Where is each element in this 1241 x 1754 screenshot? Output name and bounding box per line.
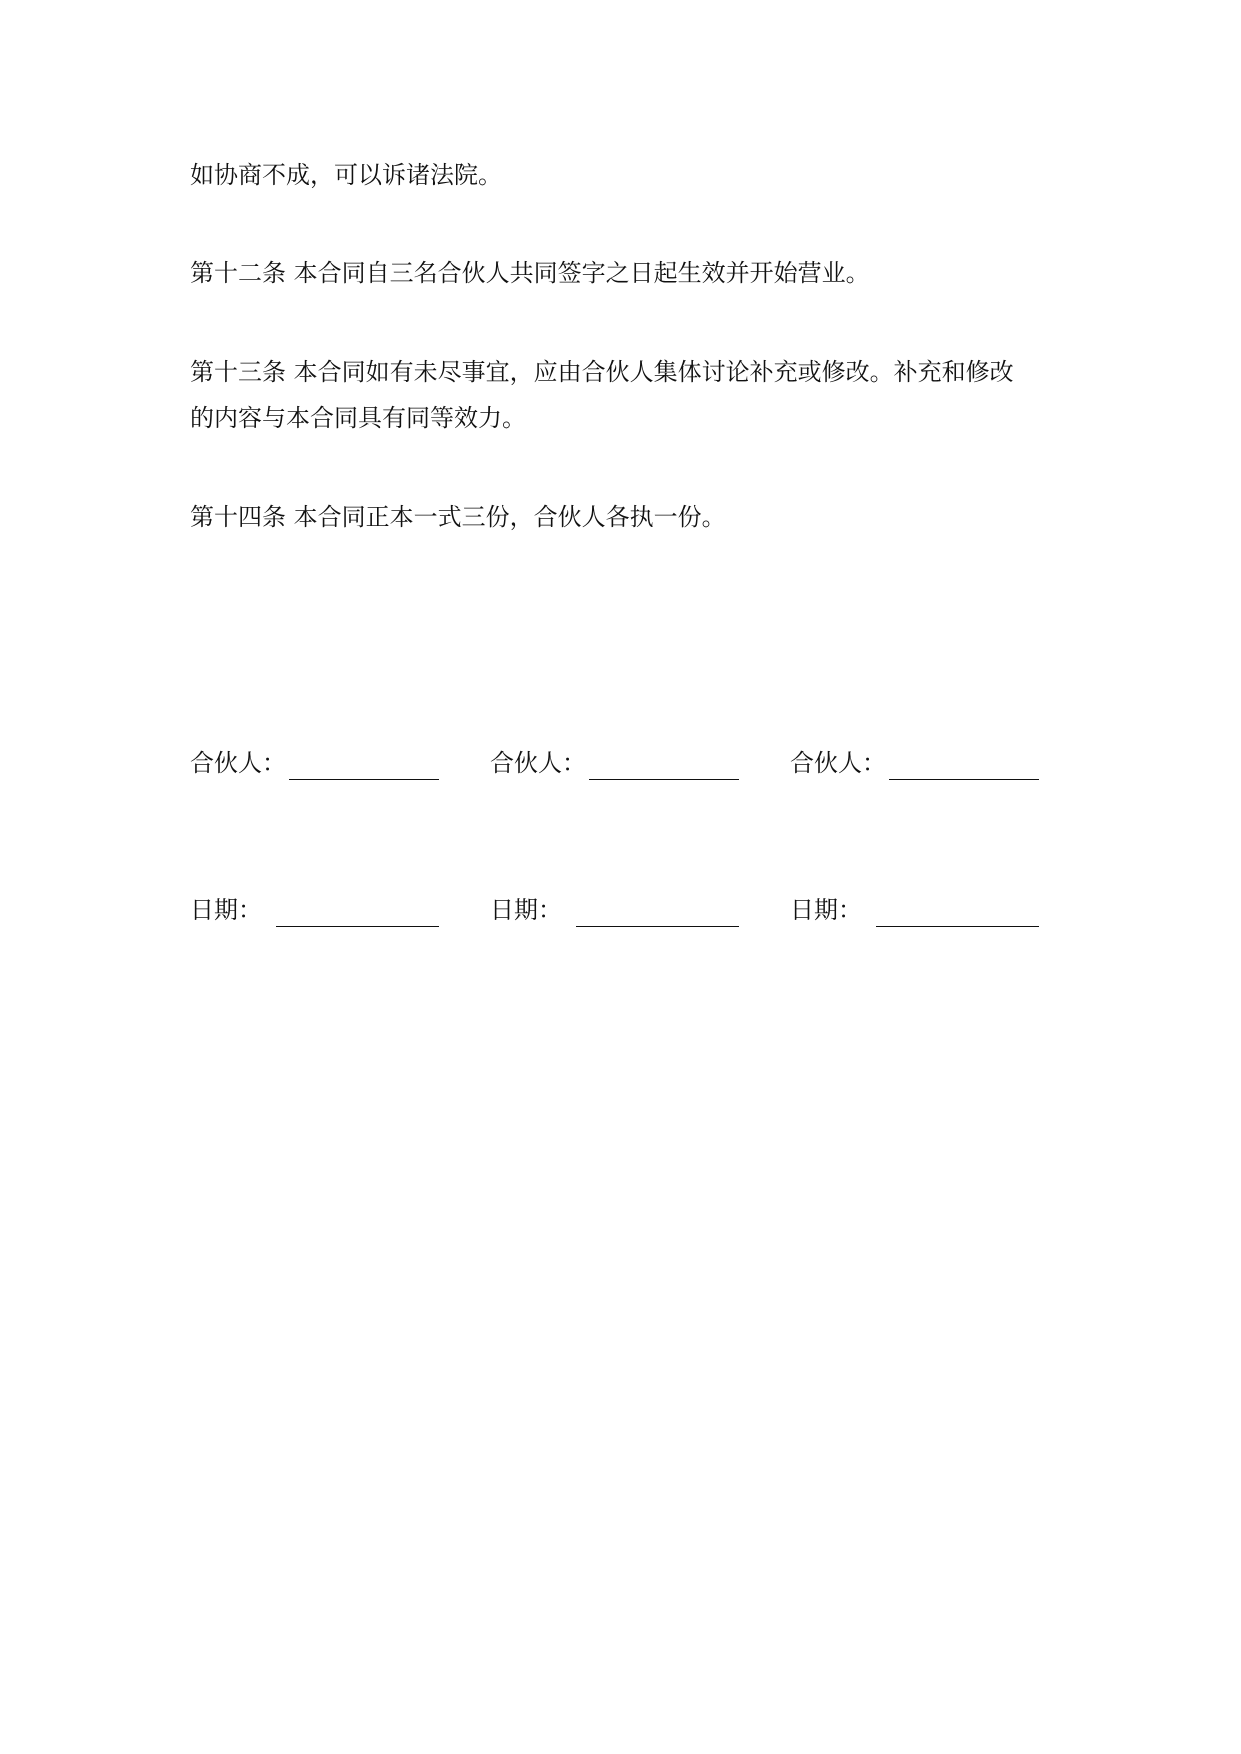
paragraph-article-13 <box>190 349 1060 441</box>
partner-label: 合伙人： <box>790 749 886 777</box>
partner-signature-row <box>190 744 1060 784</box>
date-signature-row <box>190 891 1060 931</box>
date-line[interactable] <box>876 926 1039 927</box>
partner-label: 合伙人： <box>190 749 286 777</box>
date-label: 日期： <box>790 896 862 924</box>
paragraph-article-13-line-2: 的内容与本合同具有同等效力。 <box>190 404 526 432</box>
paragraph-article-14: 第十四条 本合同正本一式三份，合伙人各执一份。 <box>190 503 726 531</box>
date-line[interactable] <box>276 926 439 927</box>
partner-label: 合伙人： <box>490 749 586 777</box>
partner-signature-line[interactable] <box>289 779 439 780</box>
paragraph-article-13-line-1: 第十三条 本合同如有未尽事宜，应由合伙人集体讨论补充或修改。补充和修改 <box>190 358 1014 386</box>
paragraph-dispute-resolution: 如协商不成，可以诉诸法院。 <box>190 161 502 189</box>
partner-signature-line[interactable] <box>889 779 1039 780</box>
date-label: 日期： <box>190 896 262 924</box>
partner-signature-line[interactable] <box>589 779 739 780</box>
date-line[interactable] <box>576 926 739 927</box>
paragraph-article-12: 第十二条 本合同自三名合伙人共同签字之日起生效并开始营业。 <box>190 259 870 287</box>
date-label: 日期： <box>490 896 562 924</box>
